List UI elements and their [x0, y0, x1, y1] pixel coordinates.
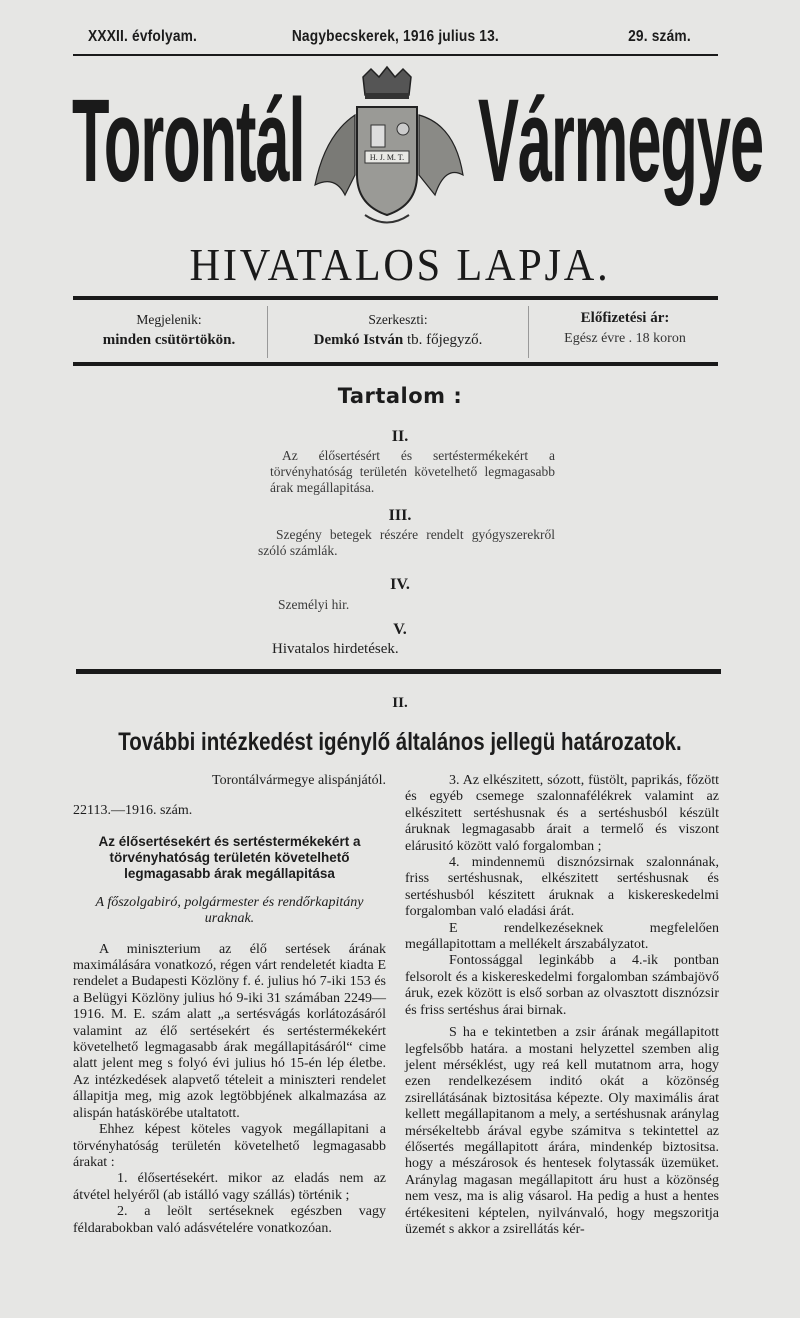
masthead-word-right: Vármegye — [478, 75, 764, 207]
toc-item-text: Hivatalos hirdetések. — [272, 641, 399, 657]
section-title: További intézkedést igénylő általános jellegü határozatok. — [118, 728, 682, 756]
article-paragraph: 2. a leölt sertéseknek egészben vagy féldarabokban való adásvételére vonatkozóan. — [73, 1204, 386, 1236]
article-reference: 22113.—1916. szám. — [73, 803, 193, 819]
svg-text:H. J. M. T.: H. J. M. T. — [369, 153, 405, 162]
toc-item-text: Személyi hir. — [278, 597, 350, 612]
header-rule — [73, 54, 718, 56]
volume-label: XXXII. évfolyam. — [88, 28, 198, 45]
coat-of-arms-icon — [305, 65, 470, 230]
masthead-word-left: Torontál — [72, 75, 305, 207]
article-paragraph: A miniszterium az élő sertések árának maximálására vonatkozó, régen várt rendeletét kiadta E rendelet a Budapesti Közlöny f. é. julius hó 7-iki 153 és a Belügyi Közlöny julius hó 9-iki 31 számában 2249—1916. M. E. szám alatt „a sertésvágás korlátozásáról valamint az élő sertésekért és sertéstermékekért követelhető legmagasabb árak megállapitásáról“ cime alatt jelent meg s folyó évi julius hó 15-én lép életbe. Az intézkedések alapvető tételeit a miniszteri rendelet állapitja meg, mig azok legtöbbjének alkalmazása az alispán hatáskörébe utaltatott. — [73, 941, 386, 1121]
article-paragraph: E rendelkezéseknek megfelelően megállapitottam a mellékelt árszabályzatot. — [405, 920, 719, 953]
article-left-column — [73, 773, 386, 1237]
issue-number: 29. szám. — [628, 28, 691, 45]
published-value: minden csütörtökön. — [102, 332, 236, 348]
published-info — [73, 312, 265, 349]
masthead-subtitle: HIVATALOS LAPJA. — [189, 239, 611, 290]
article-paragraph: 1. élősertésekért. mikor az eladás nem az átvétel helyéről (ab istálló vagy szállás) történik ; — [73, 1171, 386, 1203]
editor-info — [268, 312, 528, 349]
editor-name: Demkó István — [313, 332, 404, 348]
price-value: Egész évre . 18 koron — [564, 331, 686, 346]
price-info — [530, 310, 720, 347]
toc-item-num: IV. — [390, 576, 410, 593]
toc-item-num: II. — [391, 428, 409, 445]
section-number: II. — [392, 695, 408, 711]
toc-item-text: Szegény betegek részére rendelt gyógyszerekről szóló számlák. — [258, 527, 555, 558]
article-source: Torontálvármegye alispánjától. — [212, 773, 386, 788]
issue-header — [88, 28, 691, 52]
toc-item-num: V. — [393, 621, 407, 638]
info-divider — [528, 306, 529, 358]
article-headline: Az élősertésekért és sertéstermékekért a törvényhatóság területén követelhető legmagasabb árak megállapitása — [98, 833, 361, 881]
article-paragraph: S ha e tekintetben a zsir árának megállapitott legfelsőbb határa. a mostani helyzettel szemben alig jelent mérséklést, ugy reá kell mutatnom arra, hogy ezen rendelkezésem inditó okát a közönség zsirellátásának biztositása képezte. Oly maximális árat kellett megállapitanom a mely, a sertéshusnak aránylag mérsékeltebb árával egybe számitva s tekintettel az élősertés megállapitott árára, mindenkép biztositsa. hogy a mészárosok és hentesek folytassák üzemüket. Aránylag magasan megállapitott áru hust a közönség nem vesz, ma is alig vásarol. Ha pedig a hust a hentes értékesiteni képtelen, nyilvánvaló, hogy megszoritja üzemét s akkor a zsirellátás kér- — [405, 1025, 719, 1237]
place-date: Nagybecskerek, 1916 julius 13. — [291, 28, 499, 45]
published-label: Megjelenik: — [136, 312, 202, 327]
toc-bottom-rule — [76, 669, 721, 674]
article-right-column — [405, 773, 719, 1238]
article-paragraph: Fontossággal leginkább a 4.-ik pontban felsorolt és a kiskereskedelmi forgalomban számbajövő áruk, ezek között is első sorban az olvasztott disznózsir és friss sertéshus árai birnak. — [405, 953, 719, 1018]
editor-label: Szerkeszti: — [368, 312, 428, 327]
toc-title: Tartalom : — [337, 384, 463, 408]
price-label: Előfizetési ár: — [580, 310, 670, 326]
info-bottom-rule — [73, 362, 718, 366]
article-paragraph: Ehhez képest köteles vagyok megállapitani a törvényhatóság területén követelhető legmagasabb árakat : — [73, 1122, 386, 1170]
editor-title: tb. főjegyző. — [406, 332, 483, 348]
article-paragraph: 3. Az elkészitett, sózott, füstölt, paprikás, főzött és egyéb csemege szalonnafélékrek valamint az elkészitett sertéshusnak és a sertéshusból készült áruknak legmagasabb árait a termelő és viszont elárusitó között való forgalomban ; — [405, 773, 719, 854]
info-top-rule — [73, 296, 718, 300]
article-paragraph: 4. mindennemü disznózsirnak szalonnának, friss sertéshusnak, elkészitett sertéshusnak és sertéshusból készitett áruknak a kiskereskedelmi forgalomban való eladási árát. — [405, 855, 719, 920]
toc-item-text: Az élősertésért és sertéstermékekért a törvényhatóság területén követelhető legmagasabb árak megállapitása. — [270, 448, 555, 495]
toc-item-num: III. — [388, 507, 412, 524]
article-addressee: A főszolgabiró, polgármester és rendőrkapitány uraknak. — [95, 894, 364, 927]
